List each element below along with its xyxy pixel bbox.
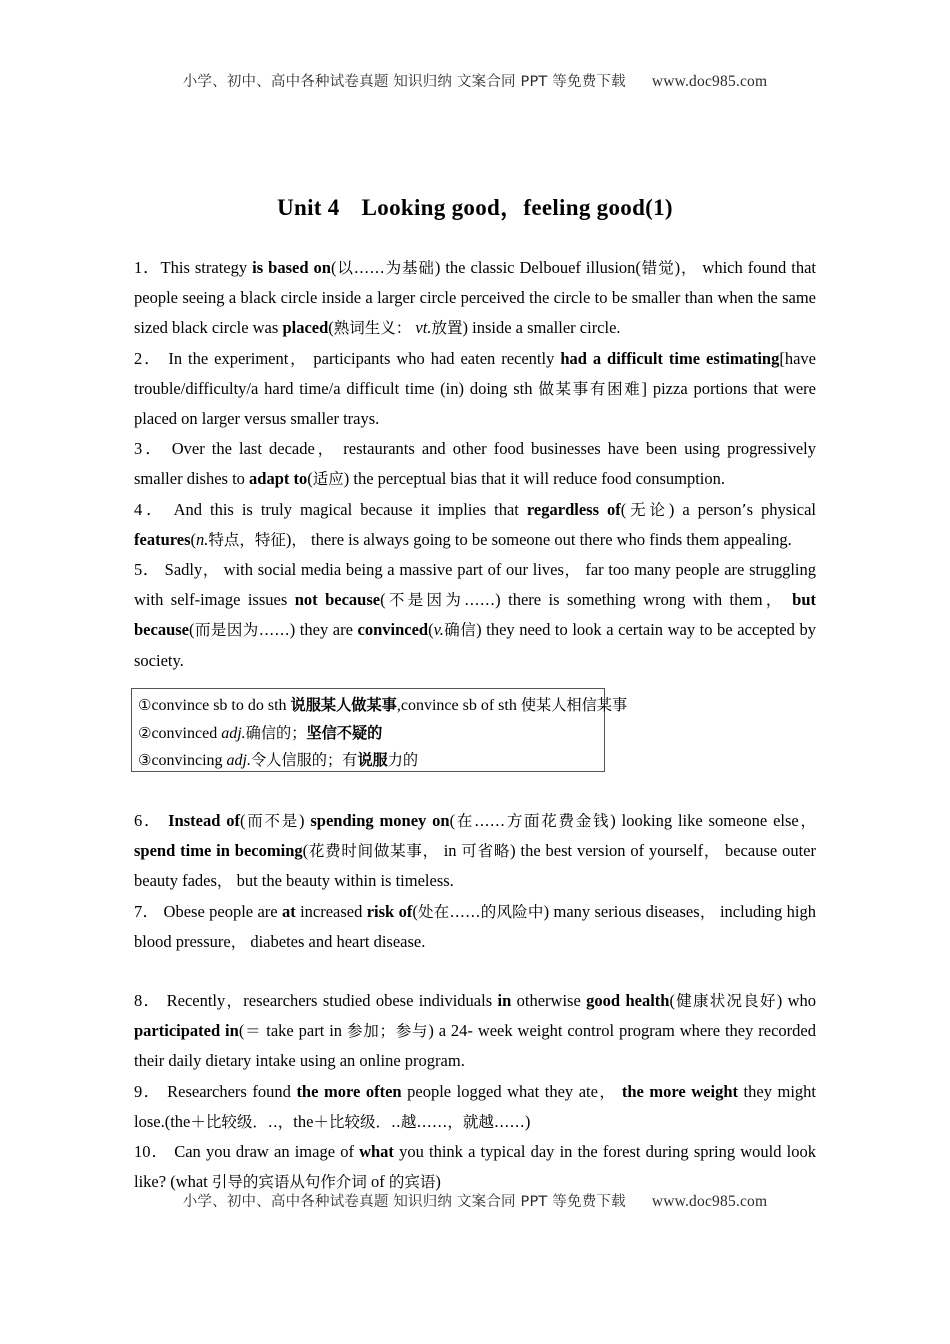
text-run: in [438, 841, 462, 861]
text-run: because outer beauty fades [134, 841, 816, 891]
chinese-gloss: 不是因为…… [385, 591, 496, 610]
text-run: Recently [161, 991, 226, 1010]
text-run: ( [620, 499, 627, 519]
note-line-marker: ② [138, 723, 152, 742]
sentence-item [134, 253, 816, 344]
text-run: ) [285, 529, 292, 549]
emphasis-phrase: in [497, 991, 512, 1010]
text-run: the [293, 1111, 314, 1131]
footer-watermark-banner [0, 1190, 950, 1211]
footer-banner-chinese-text: 小学、初中、高中各种试卷真题 知识归纳 文案合同 PPT 等免费下载 [182, 1194, 626, 1210]
chinese-gloss: 的宾语 [388, 1173, 436, 1192]
text-run: including high blood pressure [134, 901, 816, 951]
chinese-gloss: ＋ [190, 1112, 206, 1131]
text-run: ( [238, 1021, 245, 1041]
item-number: 3． [134, 439, 165, 459]
pos-abbrev: n. [196, 529, 209, 549]
pos-abbrev: adj. [226, 752, 251, 769]
emphasis-phrase: Instead of [168, 811, 241, 830]
emphasis-phrase: adapt to [249, 469, 308, 489]
chinese-gloss: ’ [741, 500, 747, 519]
emphasis-phrase: convinced [357, 620, 429, 640]
text-run: ) looking like someone else [610, 811, 799, 830]
chinese-gloss: ， [202, 561, 219, 580]
text-run: increased [295, 901, 367, 921]
text-run: ) the classic Delbouef illusion( [434, 258, 641, 277]
item-number: 1． [134, 258, 161, 277]
chinese-gloss: 无论 [626, 500, 669, 519]
text-run: participants who had eaten recently [307, 348, 561, 368]
chinese-gloss: 花费时间做某事， [308, 842, 439, 861]
text-run: ) they need to look a certain way to be accepted by society. [134, 620, 816, 670]
note-box [131, 688, 628, 772]
text-run: take part in [261, 1021, 347, 1041]
text-run: ] pizza portions that were placed on larger versus smaller trays. [134, 378, 816, 429]
text-run: ) who [776, 991, 816, 1010]
sentence-item [134, 434, 816, 494]
text-run: This strategy [160, 258, 253, 277]
chinese-gloss: 确信 [443, 621, 477, 640]
chinese-gloss: 确信的； [245, 723, 307, 742]
text-run: otherwise [511, 991, 587, 1010]
text-run: ) there is something wrong with them [495, 590, 763, 610]
sentence-item [134, 495, 816, 555]
text-run: diabetes and heart disease. [246, 931, 426, 951]
pos-abbrev: adj. [221, 724, 246, 742]
title-unit: Unit 4 [277, 195, 340, 221]
emphasis-phrase: participated in [134, 1021, 239, 1041]
chinese-gloss: 比较级 [205, 1112, 253, 1131]
item-number: 4． [134, 499, 167, 519]
emphasis-phrase: features [134, 529, 191, 549]
text-run: ( [412, 901, 418, 921]
emphasis-phrase: risk of [366, 901, 413, 921]
sentence-item [134, 555, 816, 676]
footer-banner-url: www.doc985.com [651, 1193, 768, 1210]
text-run: ( [328, 318, 334, 338]
sentence-item [134, 986, 816, 1077]
text-run: ( [449, 811, 456, 830]
sentence-item [134, 897, 816, 957]
emphasis-phrase: what [359, 1142, 394, 1162]
text-run: ( [190, 529, 197, 549]
item-number: 5． [134, 560, 160, 580]
chinese-gloss: ， [230, 932, 247, 951]
text-run: ) a 24- week weight control program where they recorded their daily dietary intake using an online program. [134, 1021, 816, 1071]
chinese-gloss: ＋ [313, 1112, 329, 1131]
emphasis-phrase: spend time in becoming [134, 841, 303, 861]
text-run: ) a person [668, 499, 742, 519]
text-run: ) many serious diseases [543, 901, 700, 921]
pos-abbrev: v. [433, 620, 444, 640]
item-number: 6． [134, 811, 163, 830]
items-block-one [134, 253, 816, 676]
text-run: ) the best version of yourself [510, 841, 704, 861]
text-run: Sadly [159, 560, 203, 580]
item-number: 2． [134, 348, 163, 368]
items-block-two [134, 806, 816, 957]
chinese-gloss: 熟词生义： [333, 319, 412, 338]
note-box-lines [138, 692, 628, 775]
note-line-marker: ③ [138, 751, 152, 769]
text-run: far too many people are struggling with self-image issues [134, 560, 816, 610]
chinese-gloss: 力的 [387, 751, 419, 769]
emphasis-phrase: not because [294, 590, 381, 610]
emphasis-phrase: had a difficult time estimating [560, 348, 780, 368]
header-watermark-banner [0, 70, 950, 91]
text-run: there is always going to be someone out there who finds them appealing. [306, 529, 792, 549]
sentence-item [134, 1137, 816, 1197]
emphasis-phrase: at [281, 901, 296, 921]
text-run: ) [674, 258, 681, 277]
emphasis-phrase: good health [586, 991, 670, 1010]
text-run: ( [669, 991, 675, 1010]
item-number: 9． [134, 1081, 162, 1101]
emphasis-phrase: placed [282, 318, 329, 338]
text-run: restaurants and other food businesses have been using progressively smaller dishes to [134, 439, 816, 489]
chinese-key-term: 坚信不疑的 [306, 723, 383, 742]
chinese-gloss: 引导的宾语从句作介词 [211, 1173, 367, 1192]
chinese-gloss: 放置 [431, 319, 463, 338]
text-run: [have trouble/difficulty/a hard time/a difficult time (in) doing sth [134, 348, 816, 398]
text-run: ( [428, 620, 434, 640]
chinese-gloss: ， [798, 812, 816, 830]
chinese-gloss: 参加；参与 [346, 1022, 429, 1041]
chinese-gloss: ．..， [252, 1112, 294, 1131]
chinese-gloss: ， [216, 872, 233, 891]
text-run: ) [435, 1172, 441, 1192]
emphasis-phrase: the more weight [621, 1081, 738, 1101]
text-run: ) [524, 1111, 531, 1131]
chinese-gloss: 适应 [312, 470, 344, 489]
item-number: 7． [134, 901, 160, 921]
chinese-gloss: 使某人相信某事 [520, 696, 628, 714]
chinese-gloss: ．.. [375, 1112, 401, 1131]
chinese-gloss: 健康状况良好 [674, 992, 777, 1010]
item-number: 10． [134, 1142, 170, 1162]
chinese-gloss: ， [597, 1082, 617, 1101]
chinese-gloss: 越……，就越…… [400, 1112, 525, 1131]
text-run: ) the perceptual bias that it will reduce food consumption. [343, 469, 725, 489]
text-run: Can you draw an image of [169, 1142, 360, 1162]
chinese-gloss: ， [563, 561, 581, 580]
items-block-three [134, 986, 816, 1197]
note-line-marker: ① [138, 696, 152, 714]
chinese-gloss: 错觉 [640, 259, 675, 277]
text-run: ) they are [289, 620, 358, 640]
emphasis-phrase: regardless of [526, 499, 621, 519]
chinese-gloss: ， [699, 902, 716, 921]
note-box-line [138, 692, 628, 720]
emphasis-phrase: is based on [252, 258, 331, 277]
chinese-gloss: 可省略 [461, 842, 511, 861]
chinese-gloss: 处在……的风险中 [417, 902, 544, 921]
text-run: of [366, 1172, 389, 1192]
sentence-item [134, 1077, 816, 1137]
chinese-gloss: 特点，特征 [208, 530, 286, 549]
text-run: And this is truly magical because it implies that [166, 499, 527, 519]
text-run: ( [307, 469, 313, 489]
chinese-gloss: ＝ [244, 1022, 262, 1041]
text-run: but the beauty within is timeless. [232, 871, 454, 891]
text-run: with social media being a massive part of our lives [218, 560, 564, 580]
text-run: ( [330, 258, 337, 277]
page-title [0, 189, 950, 222]
note-box-line [138, 747, 598, 775]
text-run: In the experiment [162, 348, 289, 368]
banner-url: www.doc985.com [651, 73, 768, 90]
chinese-gloss: ， [225, 992, 244, 1010]
banner-chinese-text: 小学、初中、高中各种试卷真题 知识归纳 文案合同 PPT 等免费下载 [182, 74, 626, 90]
chinese-gloss: ， [314, 440, 337, 459]
text-run: s physical [746, 499, 816, 519]
chinese-gloss: ， [762, 591, 785, 610]
chinese-gloss: ， [703, 842, 721, 861]
text-run: researchers studied obese individuals [243, 991, 498, 1010]
text-run: convincing [151, 752, 227, 769]
text-run: convinced [151, 724, 222, 742]
emphasis-phrase: but because [134, 590, 816, 640]
chinese-gloss: 在……方面花费金钱 [455, 812, 611, 830]
chinese-gloss: ， [288, 349, 308, 368]
chinese-gloss: 而是因为…… [194, 621, 290, 640]
chinese-gloss: 做某事有困难 [538, 379, 642, 398]
text-run: Researchers found [161, 1081, 297, 1101]
chinese-gloss: 比较级 [328, 1112, 376, 1131]
chinese-gloss: 而不是 [245, 812, 299, 830]
text-run: you think a typical day in the forest during spring would look like? (what [134, 1142, 816, 1192]
chinese-key-term: 说服某人做某事 [290, 696, 397, 714]
emphasis-phrase: spending money on [310, 811, 450, 830]
item-number: 8． [134, 991, 162, 1010]
text-run: they might lose.(the [134, 1081, 816, 1131]
text-run: ,convince sb of sth [396, 697, 521, 714]
text-run: ) [299, 811, 311, 830]
chinese-gloss: ， [291, 530, 307, 549]
pos-abbrev: vt. [411, 318, 432, 338]
text-run: people logged what they ate [401, 1081, 598, 1101]
sentence-item [134, 344, 816, 435]
note-box-line [138, 720, 598, 748]
chinese-key-term: 说服 [357, 751, 388, 769]
emphasis-phrase: the more often [296, 1081, 402, 1101]
text-run: which found that people seeing a black circle inside a larger circle perceived the circle to be smaller than when the same sized black circle was [134, 258, 816, 338]
text-run: ( [302, 841, 309, 861]
text-run: ( [189, 620, 195, 640]
text-run: convince sb to do sth [151, 697, 291, 714]
text-run: Over the last decade [164, 439, 315, 459]
chinese-gloss: 令人信服的；有 [251, 751, 358, 769]
text-run: Obese people are [159, 901, 282, 921]
text-run: ) inside a smaller circle. [462, 318, 621, 338]
chinese-gloss: ， [680, 259, 698, 277]
text-run: ( [380, 590, 386, 610]
title-main: Looking good，feeling good(1) [361, 195, 673, 221]
chinese-gloss: 以……为基础 [336, 259, 435, 277]
text-run: ( [240, 811, 246, 830]
sentence-item [134, 806, 816, 897]
